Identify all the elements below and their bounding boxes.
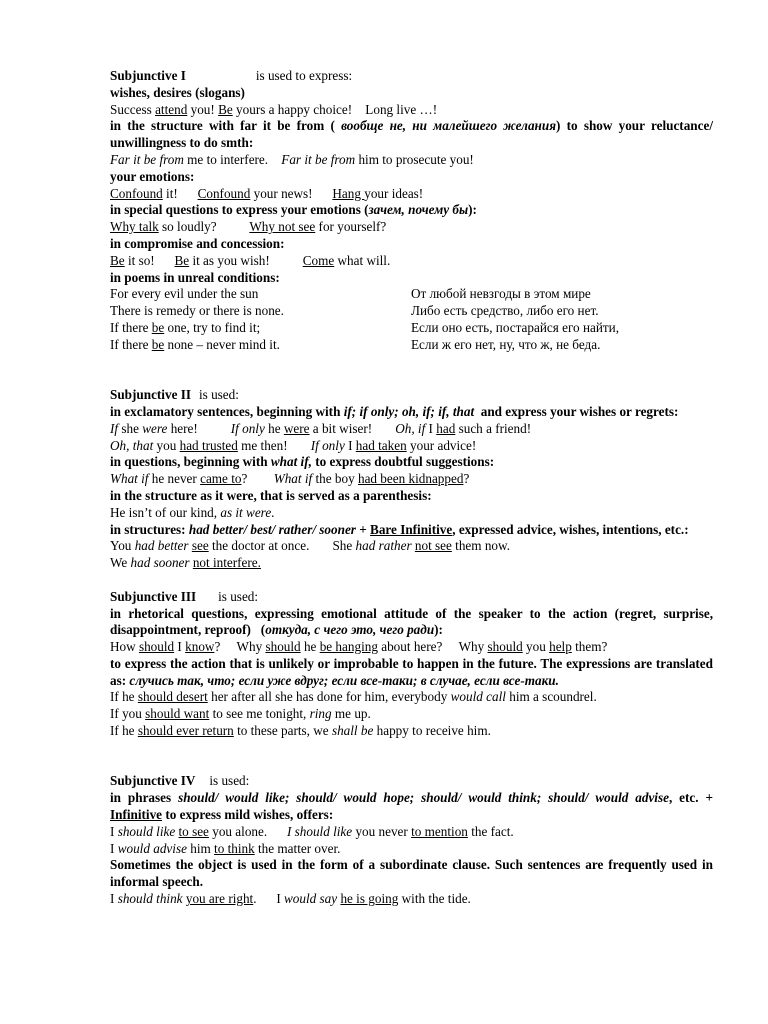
text-run: he is going [340, 891, 399, 907]
text-run: had better/ best/ rather/ sooner [188, 521, 356, 537]
example-line-exclamatory [110, 421, 713, 438]
text-run: откуда, с чего это, чего ради [265, 622, 435, 638]
text-run: , etc. + [668, 790, 717, 806]
text-run: . I [253, 891, 285, 907]
text-run: If [110, 420, 119, 436]
text-run: to these parts, we [233, 723, 332, 739]
text-run: to see [178, 823, 209, 839]
rule-heading-wishes: wishes, desires (slogans) [110, 84, 245, 100]
text-run: yours a happy choice! Long live …! [232, 101, 438, 117]
text-run: you! [187, 101, 219, 117]
text-run: ? [463, 471, 470, 487]
text-run: should think [117, 891, 183, 907]
text-run: ring [309, 706, 332, 722]
text-run: she [118, 420, 143, 436]
text-run: what if, [270, 454, 312, 470]
text-run: he never [148, 471, 201, 487]
poem-line-en [110, 286, 411, 303]
text-run: I [110, 891, 118, 907]
text-run: you [522, 639, 550, 655]
text-run: Hang [332, 185, 365, 201]
text-run: were [142, 420, 168, 436]
text-run: Oh, that [110, 437, 154, 453]
poem-line-en [110, 337, 411, 354]
text-run: him to prosecute you! [355, 151, 474, 167]
text-run: should ever return [137, 723, 234, 739]
text-run: I [425, 420, 437, 436]
text-run: him [186, 840, 215, 856]
rule-heading-unlikely [110, 655, 717, 690]
poem-table [110, 286, 713, 353]
text-run: in special questions to express your emotions ( [110, 202, 369, 218]
text-run: if; if only; oh, if; if, that [343, 403, 475, 419]
rule-heading-far-it-be-from [110, 118, 717, 152]
example-line-mild-wishes [110, 824, 713, 841]
text-run: them? [571, 639, 608, 655]
text-run: me up. [331, 706, 371, 722]
text-run: not interfere. [192, 555, 261, 571]
text-run: should [265, 639, 301, 655]
text-run: them now. [451, 538, 510, 554]
text-run: to express mild wishes, offers: [162, 807, 334, 823]
example-line-rhetorical [110, 639, 713, 656]
text-run: in exclamatory sentences, beginning with [110, 403, 344, 419]
text-run: see [191, 538, 209, 554]
section-heading: Subjunctive IV [110, 773, 196, 789]
text-run: none – never mind it. [164, 336, 280, 352]
text-run: I [344, 437, 356, 453]
rule-heading-poems: in poems in unreal conditions: [110, 269, 280, 285]
text-run: ? [241, 471, 274, 487]
example-line-unlikely [110, 706, 713, 723]
text-run: should [487, 639, 523, 655]
text-run: had taken [355, 437, 407, 453]
rule-heading-parenthesis: in the structure as it were, that is served as a parenthesis: [110, 487, 432, 503]
text-run: should want [145, 706, 210, 722]
text-run: How [110, 639, 139, 655]
text-run: had [436, 420, 456, 436]
text-run: in the structure with far it be from ( [110, 118, 342, 134]
section-title-subjunctive-1 [110, 68, 713, 85]
text-run: your advice! [406, 437, 477, 453]
text-run: Be [174, 252, 190, 268]
text-run: Confound [197, 185, 251, 201]
text-run: случись так, что; если уже вдруг; если все-таки; в случае, если все-таки. [129, 672, 559, 688]
text-run: know [185, 639, 215, 655]
text-run: зачем, почему бы [368, 202, 469, 218]
text-run: one, try to find it; [164, 319, 261, 335]
text-run: Если ж его нет, ну, что ж, не беда. [411, 336, 601, 352]
text-run: If he [110, 723, 138, 739]
text-run: it! [162, 185, 198, 201]
example-line-had-better [110, 538, 713, 555]
text-run: him a scoundrel. [505, 689, 597, 705]
text-run: Come [302, 252, 335, 268]
section-heading-rest: is used: [198, 387, 239, 403]
text-run: about here? Why [377, 639, 488, 655]
text-run: ): [434, 622, 443, 638]
rule-heading-compromise: in compromise and concession: [110, 235, 285, 251]
example-line-emotions [110, 186, 713, 203]
text-run: What if [273, 471, 313, 487]
text-run: Far it be from [110, 151, 184, 167]
text-run: Why not see [249, 219, 316, 235]
text-run: would call [450, 689, 506, 705]
text-run: here! [167, 420, 231, 436]
text-run: for yourself? [315, 219, 387, 235]
text-run: От любой невзгоды в этом мире [411, 286, 591, 302]
rule-heading-subordinate-clause: Sometimes the object is used in the form of a subordinate clause. Such sentences are frequently used in informal speech. [110, 857, 713, 890]
text-run: happy to receive him. [373, 723, 491, 739]
text-run: ? Why [214, 639, 266, 655]
poem-line-en [110, 303, 411, 320]
text-run: If only [310, 437, 345, 453]
text-run: had rather [355, 538, 412, 554]
text-run: the fact. [467, 823, 514, 839]
text-run: I [174, 639, 186, 655]
text-run: you [153, 437, 180, 453]
poem-line-en [110, 320, 411, 337]
rule-heading-rhetorical [110, 605, 717, 640]
text-run: were [283, 420, 310, 436]
text-run: the matter over. [254, 840, 341, 856]
text-run: to express the action that is unlikely or improbable to happen in the future. The expressions are translated as: [110, 655, 717, 688]
text-run: Confound [110, 185, 163, 201]
text-run: I should like [286, 823, 353, 839]
text-run: you never [352, 823, 412, 839]
text-run: me to interfere. [183, 151, 282, 167]
text-run: should [138, 639, 175, 655]
text-run: Oh, if [395, 420, 426, 436]
rule-heading-emotions: your emotions: [110, 168, 195, 184]
example-line-compromise [110, 253, 713, 270]
text-run: your ideas! [364, 185, 424, 201]
text-run: Если оно есть, постарайся его найти, [411, 319, 620, 335]
text-run: You [110, 538, 135, 554]
example-line-mild-wishes [110, 841, 713, 858]
poem-line-ru [411, 320, 713, 337]
text-run: you alone. [208, 823, 287, 839]
text-run: had sooner [130, 555, 190, 571]
text-run: it so! [124, 252, 175, 268]
text-run: ) to show your reluctance/ unwillingness to do smth: [110, 118, 717, 151]
text-run: I [110, 823, 118, 839]
text-run: shall be [331, 723, 374, 739]
text-run: Bare Infinitive [370, 521, 453, 537]
rule-heading-special-questions [110, 202, 713, 219]
text-run: he [300, 639, 320, 655]
text-run: had trusted [179, 437, 238, 453]
rule-heading-exclamatory [110, 404, 713, 421]
text-run: Success [110, 101, 156, 117]
text-run: If only [230, 420, 265, 436]
section-heading: Subjunctive II [110, 387, 191, 403]
section-heading-rest: is used: [218, 588, 259, 604]
text-run: her after all she has done for him, everybody [207, 689, 451, 705]
text-run: you are right [185, 891, 254, 907]
text-run: and express your wishes or regrets: [474, 403, 679, 419]
text-run: to think [214, 840, 255, 856]
example-line-had-better [110, 555, 713, 572]
rule-heading-had-better [110, 522, 713, 539]
text-run: to see me tonight, [209, 706, 310, 722]
text-run: вообще не, ни малейшего желания [341, 118, 556, 134]
text-run: what will. [334, 252, 391, 268]
text-run: should/ would like; should/ would hope; should/ would think; should/ would advise [178, 790, 669, 806]
text-run: had been kidnapped [357, 471, 464, 487]
poem-line-ru [411, 303, 713, 320]
text-run: If there [110, 336, 152, 352]
example-line-parenthesis [110, 505, 713, 522]
text-run: be [151, 336, 165, 352]
text-run: the boy [312, 471, 358, 487]
text-run: in questions, beginning with [110, 454, 271, 470]
text-run: What if [110, 471, 149, 487]
text-run: If he [110, 689, 138, 705]
text-run: with the tide. [398, 891, 471, 907]
example-line-wishes [110, 102, 713, 119]
text-run: help [549, 639, 572, 655]
text-run: We [110, 555, 131, 571]
example-line-far-it-be-from [110, 152, 713, 169]
example-line-exclamatory [110, 438, 713, 455]
poem-line-ru [411, 337, 713, 354]
text-run: he [264, 420, 284, 436]
text-run: should desert [137, 689, 208, 705]
text-run: came to [200, 471, 242, 487]
text-run: in rhetorical questions, expressing emotional attitude of the speaker to the action (regret, surprise, disappointment, reproof) ( [110, 605, 717, 638]
example-line-unlikely [110, 723, 713, 740]
text-run: it as you wish! [189, 252, 303, 268]
text-run: to mention [411, 823, 468, 839]
section-title-subjunctive-3 [110, 589, 713, 606]
text-run: be [151, 319, 165, 335]
text-run: There is remedy or there is none. [110, 303, 284, 319]
text-run: Far it be from [281, 151, 356, 167]
text-run: should like [117, 823, 176, 839]
example-line-unlikely [110, 689, 713, 706]
text-run: I [110, 840, 118, 856]
rule-heading-mild-wishes [110, 790, 717, 824]
section-heading-rest: is used: [209, 773, 250, 789]
text-run: the doctor at once. She [208, 538, 356, 554]
text-run: attend [155, 101, 188, 117]
text-run: Be [110, 252, 125, 268]
example-line-special-questions [110, 219, 713, 236]
text-run: , expressed advice, wishes, intentions, etc.: [452, 521, 689, 537]
text-run: not see [414, 538, 452, 554]
text-run: If you [110, 706, 146, 722]
section-heading-rest: is used to express: [255, 68, 353, 83]
document-page [110, 68, 717, 908]
section-title-subjunctive-2 [110, 387, 713, 404]
text-run: He isn’t of our kind, [110, 504, 221, 520]
text-run: such a friend! [455, 420, 532, 436]
text-run: Infinitive [110, 807, 163, 823]
text-run: Be [218, 101, 233, 117]
section-heading: Subjunctive III [110, 588, 197, 604]
example-line-subordinate-clause [110, 891, 713, 908]
text-run: as it were [220, 504, 272, 520]
text-run: to express doubtful suggestions: [311, 454, 495, 470]
text-run: in phrases [110, 790, 179, 806]
text-run: your news! [250, 185, 333, 201]
text-run: For every evil under the sun [110, 286, 259, 302]
text-run: be hanging [319, 639, 378, 655]
text-run: ): [468, 202, 477, 218]
text-run: Либо есть средство, либо его нет. [411, 303, 599, 319]
text-run: . [271, 504, 275, 520]
poem-line-ru [411, 286, 713, 303]
text-run: so loudly? [158, 219, 250, 235]
text-run: If there [110, 319, 152, 335]
text-run: me then! [237, 437, 311, 453]
rule-heading-doubtful [110, 454, 713, 471]
section-title-subjunctive-4 [110, 773, 713, 790]
text-run: in structures: [110, 521, 189, 537]
text-run: would say [284, 891, 338, 907]
text-run: had better [134, 538, 189, 554]
section-heading: Subjunctive I [110, 68, 186, 83]
text-run: Why talk [110, 219, 159, 235]
text-run: + [355, 521, 371, 537]
text-run: would advise [117, 840, 187, 856]
text-run: a bit wiser! [309, 420, 396, 436]
example-line-doubtful [110, 471, 713, 488]
